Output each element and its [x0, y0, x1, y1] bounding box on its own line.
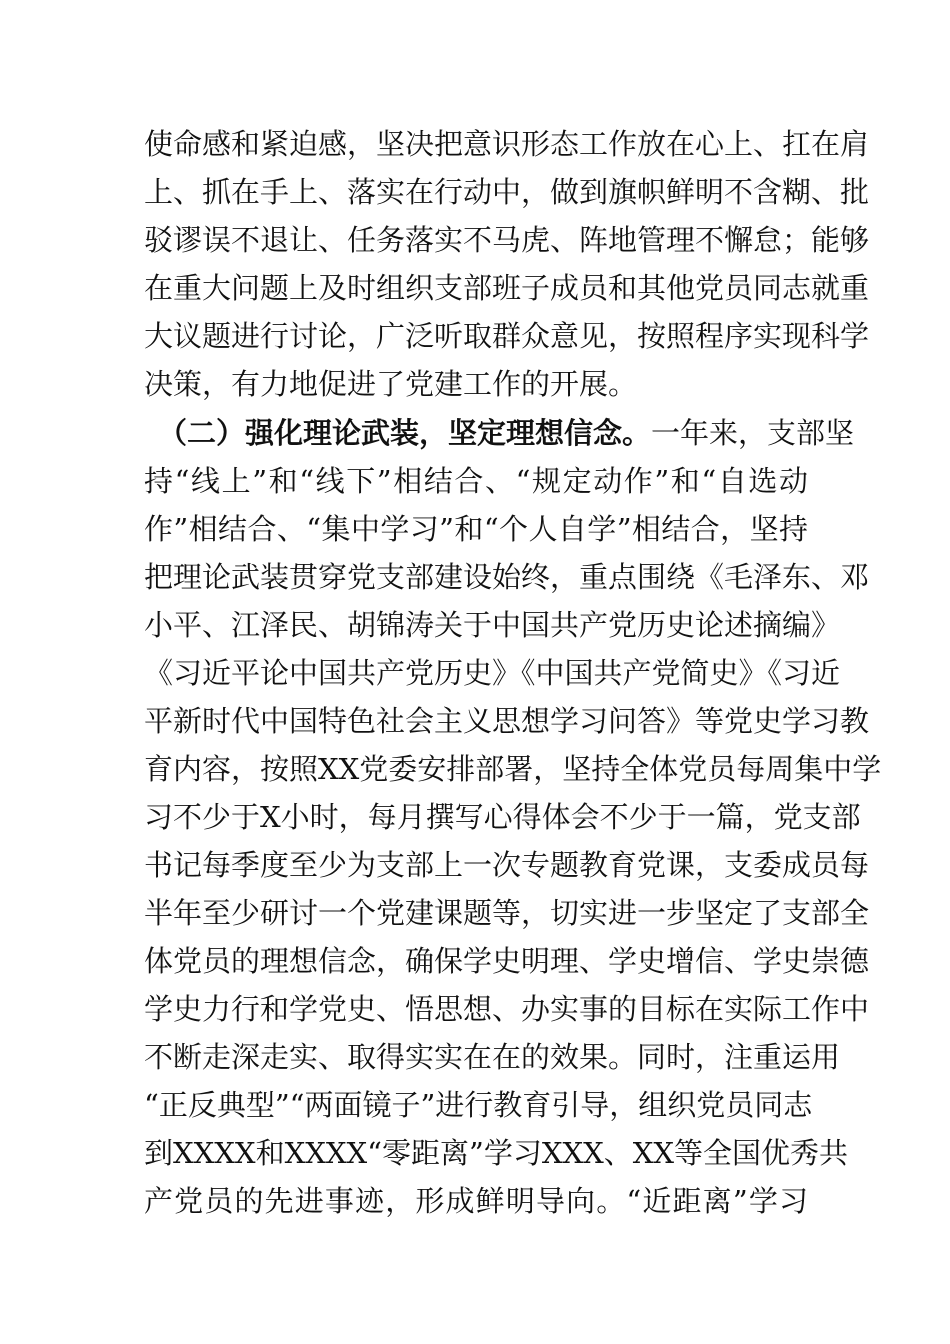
paragraph-line: 在重大问题上及时组织支部班子成员和其他党员同志就重: [144, 271, 870, 305]
section-heading: （二）强化理论武装，坚定理想信念。: [158, 416, 652, 450]
paragraph-line: 产党员的先进事迹，形成鲜明导向。“近距离”学习: [144, 1184, 808, 1218]
paragraph-line: 体党员的理想信念，确保学史明理、学史增信、学史崇德: [144, 944, 870, 978]
paragraph-line: 驳谬误不退让、任务落实不马虎、阵地管理不懈怠；能够: [144, 223, 870, 257]
paragraph-line: 习不少于X小时，每月撰写心得体会不少于一篇，党支部: [144, 800, 861, 834]
paragraph-line-rest: 一年来，支部坚: [651, 416, 855, 450]
paragraph-line: 上、抓在手上、落实在行动中，做到旗帜鲜明不含糊、批: [144, 175, 870, 209]
paragraph-line: 作”相结合、“集中学习”和“个人自学”相结合，坚持: [144, 512, 808, 546]
paragraph-line: 不断走深走实、取得实实在在的效果。同时，注重运用: [144, 1040, 841, 1074]
paragraph-first-line: [144, 409, 855, 457]
paragraph-line: 决策，有力地促进了党建工作的开展。: [144, 367, 638, 401]
paragraph-line: “正反典型”“两面镜子”进行教育引导，组织党员同志: [144, 1088, 813, 1122]
paragraph-line: 育内容，按照XX党委安排部署，坚持全体党员每周集中学: [144, 752, 882, 786]
paragraph-line: 小平、江泽民、胡锦涛关于中国共产党历史论述摘编》: [144, 608, 841, 642]
paragraph-line: 持“线上”和“线下”相结合、“规定动作”和“自选动: [144, 464, 808, 498]
paragraph-line: 到XXXX和XXXX“零距离”学习XXX、XX等全国优秀共: [144, 1136, 849, 1170]
paragraph-line: 把理论武装贯穿党支部建设始终，重点围绕《毛泽东、邓: [144, 560, 870, 594]
paragraph-line: 半年至少研讨一个党建课题等，切实进一步坚定了支部全: [144, 896, 870, 930]
paragraph-1: [144, 120, 870, 408]
paragraph-line: 《习近平论中国共产党历史》《中国共产党简史》《习近: [144, 656, 841, 690]
paragraph-2: [144, 409, 882, 1225]
paragraph-line: 书记每季度至少为支部上一次专题教育党课，支委成员每: [144, 848, 870, 882]
paragraph-line: 平新时代中国特色社会主义思想学习问答》等党史学习教: [144, 704, 870, 738]
paragraph-line: 大议题进行讨论，广泛听取群众意见，按照程序实现科学: [144, 319, 870, 353]
paragraph-line: 学史力行和学党史、悟思想、办实事的目标在实际工作中: [144, 992, 870, 1026]
paragraph-line: 使命感和紧迫感，坚决把意识形态工作放在心上、扛在肩: [144, 127, 870, 161]
